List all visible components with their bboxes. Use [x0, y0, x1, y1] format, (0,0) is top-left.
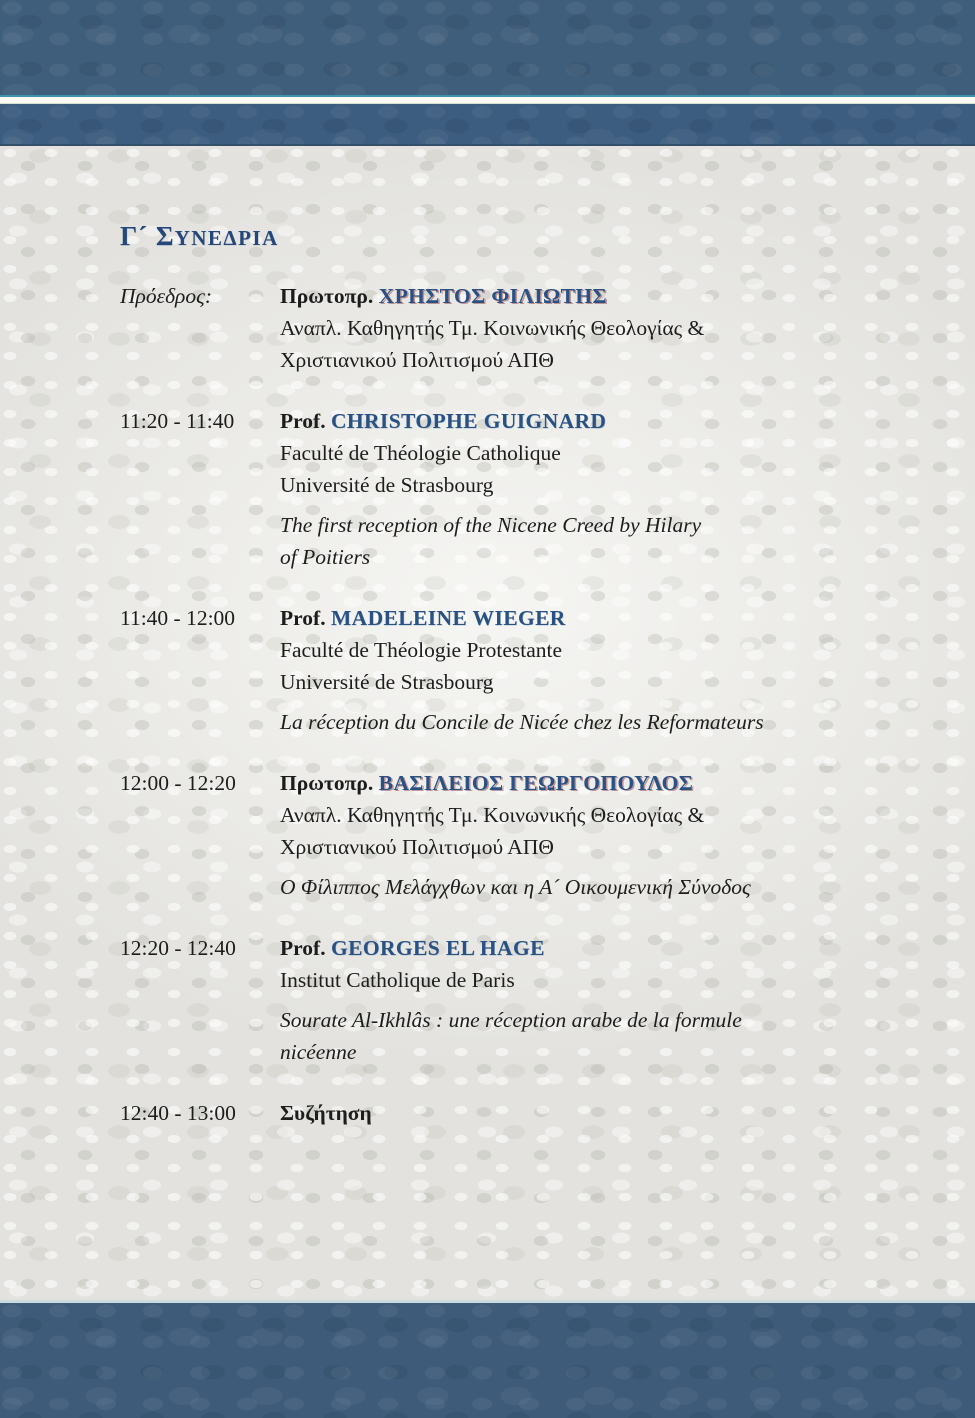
session-body	[280, 767, 751, 903]
speaker-prefix: Πρωτοπρ.	[280, 284, 374, 308]
affiliation-line: Χριστιανικού Πολιτισμού ΑΠΘ	[280, 835, 554, 859]
session-body	[280, 280, 704, 376]
session-row-discussion	[120, 1097, 885, 1129]
discussion-label: Συζήτηση	[280, 1101, 372, 1125]
session-body	[280, 405, 701, 573]
speaker-prefix: Πρωτοπρ.	[280, 771, 374, 795]
session-row	[120, 767, 885, 903]
paper-title	[280, 706, 764, 738]
accent-line-white	[0, 97, 975, 104]
affiliation-line: Université de Strasbourg	[280, 473, 494, 497]
session-body	[280, 602, 764, 738]
paper-title	[280, 871, 751, 903]
speaker-line	[280, 932, 742, 964]
header-band	[0, 104, 975, 146]
speaker-name: ΧΡΗΣΤΟΣ ΦΙΛΙΩΤΗΣ	[378, 284, 607, 308]
paper-title-line: La réception du Concile de Nicée chez les Reformateurs	[280, 710, 764, 734]
session-row	[120, 602, 885, 738]
session-body	[280, 932, 742, 1068]
paper-title-line: nicéenne	[280, 1040, 357, 1064]
speaker-line	[280, 602, 764, 634]
page-title	[120, 218, 885, 254]
speaker-name: MADELEINE WIEGER	[330, 606, 566, 630]
paper-title-line: The first reception of the Nicene Creed by Hilary	[280, 513, 702, 537]
paper-title	[280, 509, 701, 573]
page-title-rest: ΥΝΕΔΡΙΑ	[174, 226, 279, 250]
session-time: 12:20 - 12:40	[120, 936, 236, 960]
affiliation-line: Faculté de Théologie Protestante	[280, 638, 563, 662]
session-time: 11:20 - 11:40	[120, 409, 235, 433]
affiliation-line: Χριστιανικού Πολιτισμού ΑΠΘ	[280, 348, 554, 372]
session-time: 12:00 - 12:20	[120, 771, 236, 795]
affiliation-line: Αναπλ. Καθηγητής Τμ. Κοινωνικής Θεολογίας &	[280, 316, 705, 340]
affiliation-line: Université de Strasbourg	[280, 670, 494, 694]
session-body	[280, 1097, 372, 1129]
session-row	[120, 405, 885, 573]
affiliation-line: Faculté de Théologie Catholique	[280, 441, 561, 465]
session-role-label: Πρόεδρος:	[120, 284, 213, 308]
paper-title	[280, 1004, 742, 1068]
speaker-prefix: Prof.	[280, 936, 326, 960]
speaker-line	[280, 280, 704, 312]
speaker-name: GEORGES EL HAGE	[330, 936, 545, 960]
speaker-prefix: Prof.	[280, 409, 326, 433]
speaker-name: ΒΑΣΙΛΕΙΟΣ ΓΕΩΡΓΟΠΟΥΛΟΣ	[378, 771, 694, 795]
paper-title-line: Ο Φίλιππος Μελάγχθων και η Α´ Οικουμενική Σύνοδος	[280, 875, 751, 899]
speaker-prefix: Prof.	[280, 606, 326, 630]
speaker-line	[280, 405, 701, 437]
speaker-line	[280, 767, 751, 799]
session-time: 12:40 - 13:00	[120, 1101, 236, 1125]
paper-title-line: of Poitiers	[280, 545, 371, 569]
session-row-chair	[120, 280, 885, 376]
session-time: 11:40 - 12:00	[120, 606, 236, 630]
paper-title-line: Sourate Al-Ikhlâs : une réception arabe de la formule	[280, 1008, 742, 1032]
affiliation-line: Institut Catholique de Paris	[280, 968, 515, 992]
bottom-border-band	[0, 1303, 975, 1418]
top-border-band	[0, 0, 975, 95]
speaker-name: CHRISTOPHE GUIGNARD	[330, 409, 607, 433]
page-title-lead: Γ´ Σ	[120, 221, 175, 251]
affiliation-line: Αναπλ. Καθηγητής Τμ. Κοινωνικής Θεολογίας &	[280, 803, 705, 827]
session-row	[120, 932, 885, 1068]
content-area	[0, 146, 975, 1300]
